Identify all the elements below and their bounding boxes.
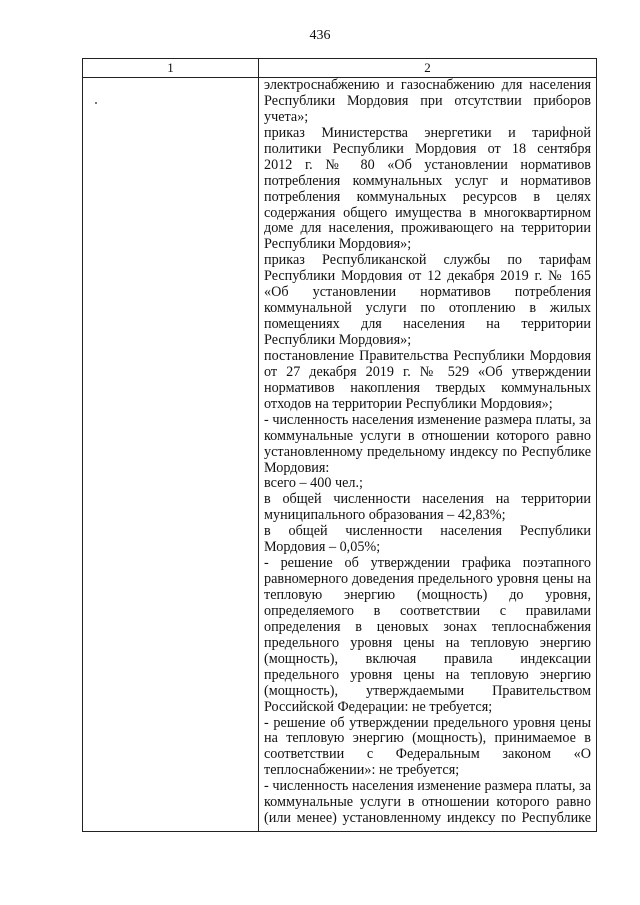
text-line: нормативов накопления твердых коммунальных xyxy=(264,380,591,396)
text-line: Республики Мордовия»; xyxy=(264,237,412,253)
text-line: равномерного доведения предельного уровня цены на xyxy=(264,572,591,588)
text-line: - решение об утверждении графика поэтапного xyxy=(264,556,591,572)
text-line: 2012 г. № 80 «Об установлении нормативов xyxy=(264,157,591,173)
text-line: Республики Мордовия при отсутствии приборов xyxy=(264,93,591,109)
text-line: - решение об утверждении предельного уровня цены xyxy=(264,715,591,731)
text-line: (мощность), включая правила индексации xyxy=(264,651,591,667)
document-table xyxy=(82,58,597,832)
text-line: от 27 декабря 2019 г. № 529 «Об утверждении xyxy=(264,364,591,380)
table-header-row xyxy=(83,59,596,78)
text-line: определения в ценовых зонах теплоснабжения xyxy=(264,619,591,635)
scan-speck xyxy=(95,102,97,104)
text-line: коммунальные услуги в отношении которого равно xyxy=(264,428,591,444)
column-1-header: 1 xyxy=(167,60,174,75)
text-line: определяемого в соответствии с правилами xyxy=(264,603,591,619)
text-line: (мощность), утверждаемыми Правительством xyxy=(264,683,591,699)
text-line: муниципального образования – 42,83%; xyxy=(264,508,506,524)
text-line: предельного уровня цены на тепловую энергию xyxy=(264,667,591,683)
column-1-cell xyxy=(83,78,258,831)
text-line: электроснабжению и газоснабжению для населения xyxy=(264,78,591,93)
text-line: установленному предельному индексу по Республике xyxy=(264,444,591,460)
text-line: содержания общего имущества в многоквартирном xyxy=(264,205,591,221)
text-line: в общей численности населения Республики xyxy=(264,524,591,540)
text-line: коммунальные услуги в отношении которого равно xyxy=(264,795,591,811)
text-line: соответствии с Федеральным законом «О xyxy=(264,747,591,763)
text-line: потребления коммунальных услуг и нормативов xyxy=(264,173,591,189)
text-line: потребления коммунальных ресурсов в целях xyxy=(264,189,591,205)
text-line: помещениях для населения на территории xyxy=(264,317,591,333)
text-line: теплоснабжении»: не требуется; xyxy=(264,763,460,779)
text-line: на тепловую энергию (мощность), принимаемое в xyxy=(264,731,591,747)
column-2-cell xyxy=(264,78,591,827)
text-line: всего – 400 чел.; xyxy=(264,476,363,492)
text-line: Республики Мордовия от 12 декабря 2019 г. № 165 xyxy=(264,269,591,285)
text-line: - численность населения изменение размера платы, за xyxy=(264,779,591,795)
text-line: доме для населения, проживающего на территории xyxy=(264,221,591,237)
text-line: Республики Мордовия»; xyxy=(264,333,412,348)
text-line: тепловую энергию (мощность) до уровня, xyxy=(264,588,591,603)
text-line: - численность населения изменение размера платы, за xyxy=(264,412,591,428)
column-2-header: 2 xyxy=(424,60,431,75)
text-line: «Об установлении нормативов потребления xyxy=(264,285,591,301)
text-line: Мордовия – 0,05%; xyxy=(264,540,381,556)
text-line: отходов на территории Республики Мордовия»; xyxy=(264,396,553,412)
column-divider xyxy=(258,59,259,831)
text-line: Мордовия: xyxy=(264,460,330,476)
text-line: приказ Министерства энергетики и тарифной xyxy=(264,125,591,141)
text-line: постановление Правительства Республики Мордовия xyxy=(264,348,591,364)
text-line: (или менее) установленному индексу по Республике xyxy=(264,811,591,827)
page-number: 436 xyxy=(309,28,331,43)
text-line: приказ Республиканской службы по тарифам xyxy=(264,253,591,269)
text-line: Российской Федерации: не требуется; xyxy=(264,699,493,715)
text-line: предельного уровня цены на тепловую энергию xyxy=(264,635,591,651)
text-line: учета»; xyxy=(264,109,309,125)
text-line: политики Республики Мордовия от 18 сентября xyxy=(264,141,591,157)
text-line: в общей численности населения на территории xyxy=(264,492,591,508)
text-line: коммунальной услуги по отоплению в жилых xyxy=(264,301,591,317)
